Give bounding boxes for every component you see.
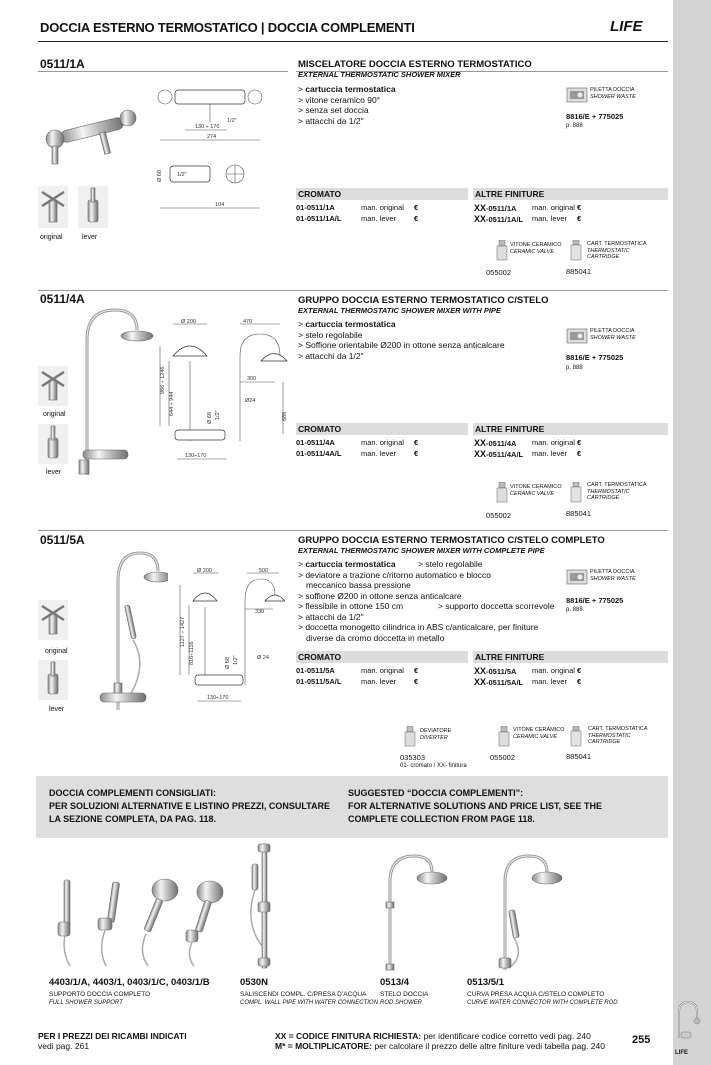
spare-label [587, 241, 647, 261]
dim-label: 966 ÷ 1246 [160, 366, 166, 394]
complement-code: 0530N [240, 977, 268, 988]
variant-lever-image [38, 660, 68, 700]
row-desc: man. original [532, 666, 575, 675]
spare-label [420, 728, 451, 741]
spare-label-line: CART. TERMOSTATICA [588, 726, 648, 732]
row-desc: man. original [532, 203, 575, 212]
spare-code: 035303 [400, 753, 426, 762]
feature-item: > vitone ceramico 90° [298, 94, 381, 105]
footer-spares-note [38, 1031, 187, 1051]
complement-code: 0513/5/1 [467, 977, 504, 988]
price-row [474, 666, 664, 676]
variant-label: original [43, 411, 66, 418]
dim-label: 130 ÷ 170 [195, 124, 220, 130]
spare-code: 885041 [566, 752, 592, 761]
feature-item: > soffione Ø200 in ottone senza anticalcare [298, 590, 462, 601]
notice-line: COMPLETE COLLECTION FROM PAGE 118. [348, 814, 535, 824]
feature-item: > attacchi da 1/2" [298, 350, 364, 361]
row-desc: man. original [361, 203, 404, 212]
dim-label: 274 [207, 134, 217, 140]
spare-label-line: CARTRIDGE [587, 495, 620, 501]
variant-label: lever [82, 234, 98, 241]
variant-label: original [45, 648, 68, 655]
dim-label: Ø24 [245, 398, 256, 404]
row-desc: man. original [532, 438, 575, 447]
product-title: GRUPPO DOCCIA ESTERNO TERMOSTATICO C/STELO COMPLETO [298, 535, 605, 546]
waste-code: 8816/E + 775025 [566, 596, 624, 605]
variant-original-image [38, 186, 68, 228]
finish-prefix: XX [474, 438, 487, 448]
legend-xx-label: XX = CODICE FINITURA RICHIESTA: [275, 1031, 422, 1041]
dim-label: 470 [243, 319, 253, 325]
notice-line: PER SOLUZIONI ALTERNATIVE E LISTINO PREZZI, CONSULTARE [49, 801, 331, 811]
legend-m-text: per calcolare il prezzo delle altre finiture vedi tabella pag. 240 [372, 1041, 605, 1051]
spare-label-line: CART. TERMOSTATICA [587, 482, 647, 488]
variant-label: lever [46, 469, 62, 476]
spare-label-line: VITONE CERAMICO [510, 242, 562, 248]
price-row [296, 214, 468, 224]
price-row [296, 449, 468, 459]
row-price: € [577, 677, 582, 686]
dim-label: 330 [255, 609, 265, 615]
dim-label: 1/2" [177, 172, 187, 178]
waste-page-ref: p. 888 [566, 123, 583, 129]
row-code: 01-0511/4A/L [296, 449, 342, 458]
complement-image-wall-bar [240, 842, 290, 972]
variant-lever-image [38, 424, 68, 464]
thermostatic-cartridge-icon [569, 726, 583, 748]
page-number: 255 [632, 1034, 651, 1046]
price-row [474, 203, 664, 213]
waste-label-it: PILETTA DOCCIA [590, 87, 635, 93]
footer-line: PER I PREZZI DEI RICAMBI INDICATI [38, 1031, 187, 1041]
product-image-shower-column [78, 545, 168, 720]
product-code: 0511/1A [40, 57, 85, 71]
price-row [296, 438, 468, 448]
spare-label [513, 727, 565, 740]
spare-label-line: THERMOSTATIC [587, 488, 630, 495]
spare-label [510, 242, 562, 255]
waste-label-en: SHOWER WASTE [590, 93, 636, 100]
complement-code: 0513/4 [380, 977, 410, 988]
diverter-icon [404, 726, 416, 748]
spare-label-line: DEVIATORE [420, 728, 452, 734]
row-price: € [414, 203, 419, 212]
feature-list: > cartuccia termostatica > stelo regolabile > deviatore a trazione c/ritorno automatico e blocco meccanico bassa pressione > soffione Ø200 in ottone senza anticalcare > flessibile in ottone 150 cm > supporto doccetta scorrevole > attacchi da 1/2" > doccetta monogetto cilindrica in ABS c/anticalcare, per finiture diverse da cromo doccetta in metallo [298, 559, 563, 643]
feature-item: > Soffione orientabile Ø200 in ottone senza anticalcare [298, 340, 505, 350]
feature-item: diverse da cromo doccetta in metallo [306, 632, 445, 643]
row-price: € [414, 677, 419, 686]
altre-finiture-header: ALTRE FINITURE [473, 188, 668, 200]
spare-label-line: VITONE CERAMICO [510, 484, 562, 490]
row-desc: man. lever [361, 449, 397, 458]
spare-code: 885041 [566, 509, 592, 518]
variant-original-image [38, 600, 68, 640]
waste-page-ref: p. 888 [566, 607, 583, 613]
dim-label: 1/2" [233, 655, 239, 665]
finish-prefix: XX [474, 203, 487, 213]
row-price: € [577, 214, 582, 223]
thermostatic-cartridge-icon [569, 240, 583, 262]
row-price: € [414, 438, 419, 447]
altre-finiture-header: ALTRE FINITURE [473, 651, 668, 663]
legend-xx-text: per identificare codice corretto vedi pag. 240 [421, 1031, 591, 1041]
row-price: € [577, 449, 582, 458]
dim-label: 1/2" [215, 410, 221, 420]
row-desc: man. original [361, 438, 404, 447]
row-code: -0511/4A/L [486, 450, 524, 459]
price-row [474, 677, 664, 687]
brand-name: LIFE [610, 18, 643, 35]
row-code: -0511/1A/L [486, 215, 524, 224]
ceramic-valve-icon [496, 240, 508, 262]
variant-label: lever [49, 706, 65, 713]
feature-item: > stelo regolabile [298, 329, 363, 340]
waste-label-en: SHOWER WASTE [590, 334, 636, 341]
product-title: GRUPPO DOCCIA ESTERNO TERMOSTATICO C/STELO [298, 295, 549, 306]
dim-label: Ø 200 [197, 568, 212, 574]
row-desc: man. original [361, 666, 404, 675]
technical-drawing [155, 316, 290, 466]
row-code: 01-0511/5A [296, 666, 335, 675]
footer-line: vedi pag. 261 [38, 1041, 90, 1051]
complement-desc-en: ROD SHOWER [380, 1000, 422, 1006]
complement-desc-it: STELO DOCCIA [380, 991, 429, 998]
spare-code: 885041 [566, 267, 592, 276]
spare-label-line: THERMOSTATIC [587, 247, 630, 254]
row-code: -0511/5A/L [486, 678, 524, 687]
row-desc: man. lever [361, 214, 397, 223]
price-row [474, 438, 664, 448]
spare-label [510, 484, 562, 497]
header-rule [38, 41, 668, 42]
product-code: 0511/4A [40, 292, 85, 306]
spare-label-line: VITONE CERAMICO [513, 727, 565, 733]
dim-label: Ø 68 [225, 657, 231, 669]
variant-lever-image [78, 186, 108, 228]
dim-label: Ø 200 [181, 319, 196, 325]
dim-label: 500 [259, 568, 269, 574]
complement-image-shower-supports [50, 870, 235, 970]
complement-image-rod-shower [380, 848, 450, 973]
dim-label: Ø 68 [157, 170, 163, 182]
notice-line: LA SEZIONE COMPLETA, DA PAG. 118. [49, 814, 217, 824]
feature-item: cartuccia termostatica [305, 84, 396, 94]
spare-note: 01- cromato / XX- finitura [400, 763, 467, 769]
section-rule [38, 530, 668, 531]
waste-label [590, 569, 636, 582]
brand-logo-icon [675, 998, 701, 1044]
altre-finiture-header: ALTRE FINITURE [473, 423, 668, 435]
spare-label-line: THERMOSTATIC [588, 732, 631, 739]
product-image-shower-pipe [75, 300, 155, 485]
waste-label [590, 87, 636, 100]
variant-label: original [40, 234, 63, 241]
waste-label-it: PILETTA DOCCIA [590, 569, 635, 575]
cromato-header: CROMATO [296, 651, 468, 663]
complement-image-curve-connector [493, 848, 563, 973]
legend-m-label: M* = MOLTIPLICATORE: [275, 1041, 373, 1051]
ceramic-valve-icon [496, 482, 508, 504]
feature-item: > flessibile in ottone 150 cm [298, 601, 404, 611]
technical-drawing [155, 78, 275, 218]
product-title: MISCELATORE DOCCIA ESTERNO TERMOSTATICO [298, 59, 532, 70]
complement-code: 4403/1/A, 4403/1, 0403/1/C, 0403/1/B [49, 977, 210, 988]
waste-code: 8816/E + 775025 [566, 112, 624, 121]
notice-line: FOR ALTERNATIVE SOLUTIONS AND PRICE LIST, SEE THE [348, 801, 603, 811]
feature-list: > cartuccia termostatica > vitone ceramico 90° > senza set doccia > attacchi da 1/2" [298, 84, 396, 126]
dim-label: 130÷170 [185, 453, 207, 459]
row-code: -0511/1A [486, 204, 517, 213]
dim-label: 104 [215, 202, 225, 208]
dim-label: 686 [282, 411, 288, 421]
row-desc: man. lever [532, 677, 568, 686]
complement-desc-it: CURVA PRESA ACQUA C/STELO COMPLETO [467, 991, 605, 998]
shower-waste-icon [566, 327, 588, 345]
price-row [474, 449, 664, 459]
feature-item: > attacchi da 1/2" [298, 611, 364, 622]
feature-item: meccanico bassa pressione [306, 580, 411, 590]
complement-desc-en: COMPL. WALL PIPE WITH WATER CONNECTION [240, 1000, 378, 1006]
price-row [474, 214, 664, 224]
row-desc: man. lever [361, 677, 397, 686]
finish-prefix: XX [474, 214, 487, 224]
dim-label: 816÷1116 [189, 641, 195, 665]
cromato-header: CROMATO [296, 188, 468, 200]
row-price: € [414, 214, 419, 223]
dim-label: 1127 ÷ 1427 [180, 616, 186, 647]
row-code: 01-0511/4A [296, 438, 335, 447]
spare-label-line: CERAMIC VALVE [510, 490, 555, 497]
notice-line: SUGGESTED “DOCCIA COMPLEMENTI”: [348, 788, 524, 798]
thermostatic-cartridge-icon [569, 482, 583, 504]
row-code: -0511/4A [486, 439, 517, 448]
complements-text-en [348, 787, 602, 826]
feature-item: > attacchi da 1/2" [298, 115, 364, 126]
complement-desc-en: FULL SHOWER SUPPORT [49, 1000, 123, 1006]
brand-small: LIFE [675, 1050, 688, 1056]
complement-desc-it: SUPPORTO DOCCIA COMPLETO [49, 991, 151, 998]
dim-label: 130÷170 [207, 695, 229, 701]
product-subtitle: EXTERNAL THERMOSTATIC SHOWER MIXER WITH COMPLETE PIPE [298, 546, 545, 555]
technical-drawing [175, 565, 285, 705]
page-title: DOCCIA ESTERNO TERMOSTATICO | DOCCIA COMPLEMENTI [40, 20, 415, 35]
feature-item: cartuccia termostatica [305, 559, 396, 569]
price-row [296, 677, 468, 687]
spare-label [588, 726, 648, 746]
row-code: 01-0511/5A/L [296, 677, 342, 686]
waste-code: 8816/E + 775025 [566, 353, 624, 362]
side-tab [673, 0, 711, 1065]
feature-item: > supporto doccetta scorrevole [438, 601, 555, 611]
dim-label: 644 ÷ 944 [169, 391, 175, 416]
dim-label: Ø 24 [257, 655, 269, 661]
spare-label-line: CARTRIDGE [588, 739, 621, 745]
spare-label-line: CERAMIC VALVE [510, 248, 555, 255]
waste-label-it: PILETTA DOCCIA [590, 328, 635, 334]
spare-code: 055002 [486, 268, 512, 277]
row-price: € [577, 666, 582, 675]
finish-prefix: XX [474, 677, 487, 687]
spare-label-line: CART. TERMOSTATICA [587, 241, 647, 247]
feature-item: > senza set doccia [298, 105, 369, 115]
row-desc: man. lever [532, 214, 568, 223]
spare-code: 055002 [490, 753, 516, 762]
complement-desc-en: CURVE WATER CONNECTOR WITH COMPLETE ROD [467, 1000, 618, 1006]
row-price: € [414, 449, 419, 458]
row-price: € [414, 666, 419, 675]
section-rule [38, 71, 288, 72]
complement-desc-it: SALISCENDI COMPL. C/PRESA D’ACQUA [240, 991, 367, 998]
waste-label [590, 328, 636, 341]
waste-page-ref: p. 888 [566, 365, 583, 371]
feature-item: > deviatore a trazione c/ritorno automatico e blocco [298, 569, 492, 580]
dim-label: 300 [247, 376, 257, 382]
spare-label-line: DIVERTER [420, 734, 448, 741]
waste-label-en: SHOWER WASTE [590, 575, 636, 582]
row-price: € [577, 203, 582, 212]
row-code: 01-0511/1A [296, 203, 335, 212]
feature-list: > cartuccia termostatica > stelo regolabile > Soffione orientabile Ø200 in ottone senza anticalcare > attacchi da 1/2" [298, 319, 505, 361]
spare-label-line: CARTRIDGE [587, 254, 620, 260]
row-code: -0511/5A [486, 667, 517, 676]
product-subtitle: EXTERNAL THERMOSTATIC SHOWER MIXER [298, 70, 461, 79]
feature-item: cartuccia termostatica [305, 319, 396, 329]
dim-label: 1/2" [227, 118, 237, 124]
row-code: 01-0511/1A/L [296, 214, 342, 223]
product-code: 0511/5A [40, 533, 85, 547]
price-row [296, 666, 468, 676]
dim-label: Ø 68 [207, 412, 213, 424]
product-subtitle: EXTERNAL THERMOSTATIC SHOWER MIXER WITH PIPE [298, 306, 501, 315]
shower-waste-icon [566, 568, 588, 586]
spare-label-line: CERAMIC VALVE [513, 733, 558, 740]
feature-item: > stelo regolabile [418, 559, 483, 569]
spare-label [587, 482, 647, 502]
row-price: € [577, 438, 582, 447]
section-rule [38, 290, 668, 291]
finish-prefix: XX [474, 449, 487, 459]
complements-text-it [49, 787, 330, 826]
shower-waste-icon [566, 86, 588, 104]
price-row [296, 203, 468, 213]
variant-original-image [38, 366, 68, 406]
product-image-mixer [40, 100, 150, 170]
spare-code: 055002 [486, 511, 512, 520]
feature-item: > doccetta monogetto cilindrica in ABS c/anticalcare, per finiture [298, 622, 539, 632]
notice-line: DOCCIA COMPLEMENTI CONSIGLIATI: [49, 788, 216, 798]
ceramic-valve-icon [498, 726, 510, 748]
cromato-header: CROMATO [296, 423, 468, 435]
row-desc: man. lever [532, 449, 568, 458]
footer-legend [275, 1031, 605, 1051]
finish-prefix: XX [474, 666, 487, 676]
